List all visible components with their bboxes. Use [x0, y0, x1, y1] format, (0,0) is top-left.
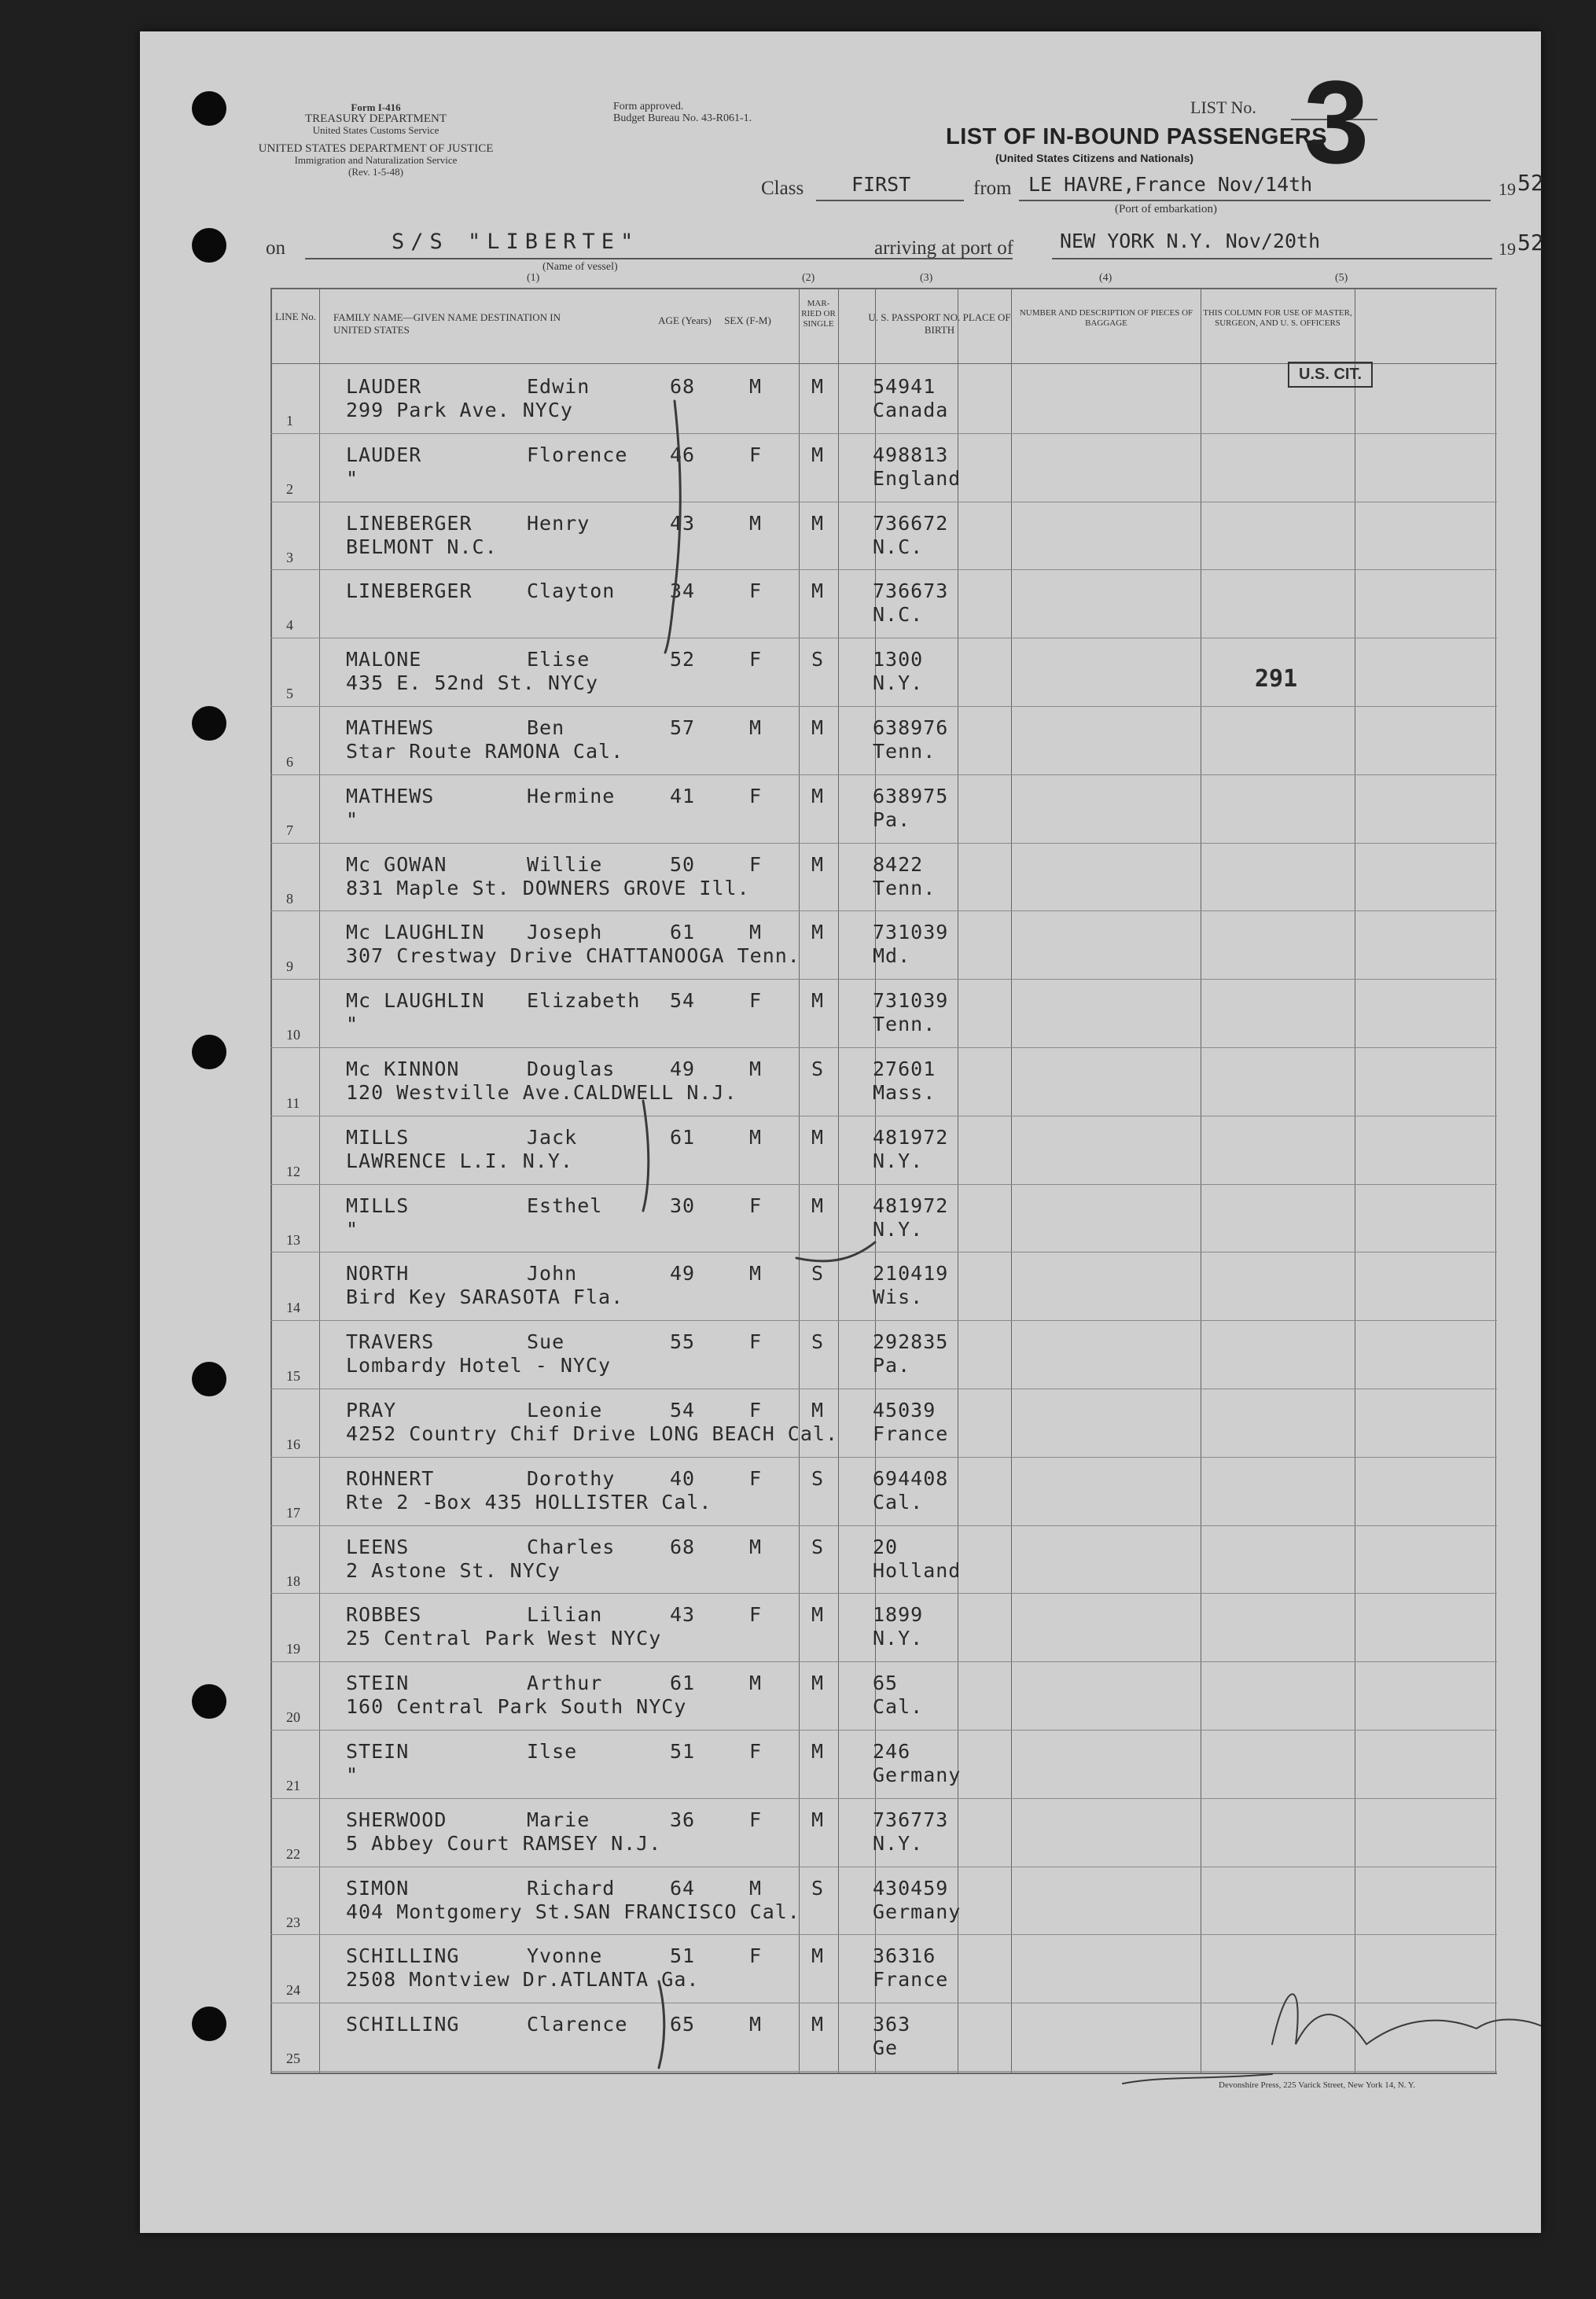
family-name: MILLS — [346, 1194, 410, 1217]
age: 46 — [670, 443, 696, 466]
place-of-birth: N.Y. — [873, 1217, 924, 1241]
destination: 307 Crestway Drive CHATTANOOGA Tenn. — [346, 944, 800, 968]
sex: F — [749, 648, 763, 671]
line-number: 8 — [286, 890, 293, 907]
annotation-291: 291 — [1255, 665, 1298, 693]
family-name: PRAY — [346, 1399, 397, 1422]
place-of-birth: Tenn. — [873, 876, 936, 899]
sex: M — [749, 2013, 763, 2036]
place-of-birth: Holland — [873, 1558, 962, 1582]
line-number: 19 — [286, 1641, 300, 1657]
given-name: Ilse — [527, 1740, 578, 1763]
family-name: MILLS — [346, 1125, 410, 1149]
marital-status: M — [811, 716, 825, 739]
header-baggage: NUMBER AND DESCRIPTION OF PIECES OF BAGGAGE — [1019, 308, 1193, 328]
age: 54 — [670, 989, 696, 1013]
place-of-birth: Md. — [873, 944, 911, 968]
passport-number: 481972 — [873, 1125, 949, 1149]
pen-check-3 — [659, 1981, 664, 2068]
port-embark-label: (Port of embarkation) — [1115, 203, 1217, 215]
line-number: 4 — [286, 617, 293, 634]
on-label: on — [266, 237, 285, 259]
given-name: Leonie — [527, 1399, 603, 1422]
given-name: John — [527, 1262, 578, 1286]
line-number: 24 — [286, 1982, 300, 1999]
destination: 160 Central Park South NYCy — [346, 1695, 687, 1719]
handwritten-marks — [140, 31, 1541, 2233]
passport-number: 694408 — [873, 1466, 949, 1490]
arriving-label: arriving at port of — [874, 237, 1014, 259]
marital-status: M — [811, 579, 825, 603]
destination: " — [346, 1013, 359, 1036]
given-name: Henry — [527, 511, 590, 535]
given-name: Edwin — [527, 375, 590, 398]
given-name: Ben — [527, 716, 565, 739]
pen-check-4 — [796, 1242, 875, 1261]
sex: F — [749, 1194, 763, 1217]
destination: Star Route RAMONA Cal. — [346, 740, 624, 763]
line-number: 3 — [286, 549, 293, 565]
binder-hole — [192, 1684, 226, 1719]
place-of-birth: Wis. — [873, 1286, 924, 1309]
list-title: LIST OF IN-BOUND PASSENGERS — [946, 124, 1328, 149]
marital-status: S — [811, 1535, 825, 1558]
family-name: LEENS — [346, 1535, 410, 1558]
age: 43 — [670, 1603, 696, 1627]
place-of-birth: N.Y. — [873, 1627, 924, 1650]
year-2: 52 — [1517, 230, 1544, 256]
marital-status: M — [811, 1944, 825, 1968]
year-prefix-1: 19 — [1499, 179, 1516, 199]
col-num-5: (5) — [1335, 272, 1348, 284]
line-number: 13 — [286, 1231, 300, 1248]
pen-check-1 — [665, 401, 680, 653]
age: 64 — [670, 1876, 696, 1900]
passport-number: 1899 — [873, 1603, 924, 1627]
passport-number: 36316 — [873, 1944, 936, 1968]
passport-number: 210419 — [873, 1262, 949, 1286]
class-label: Class — [761, 178, 804, 199]
family-name: SHERWOOD — [346, 1808, 447, 1831]
line-number: 5 — [286, 686, 293, 702]
age: 68 — [670, 375, 696, 398]
given-name: Yvonne — [527, 1944, 603, 1968]
family-name: LINEBERGER — [346, 511, 473, 535]
family-name: NORTH — [346, 1262, 410, 1286]
sex: M — [749, 1125, 763, 1149]
sex: M — [749, 1262, 763, 1286]
marital-status: S — [811, 1262, 825, 1286]
place-of-birth: Ge — [873, 2036, 899, 2060]
col-num-4: (4) — [1099, 272, 1112, 284]
col-num-3: (3) — [920, 272, 933, 284]
place-of-birth: France — [873, 1422, 949, 1445]
family-name: MATHEWS — [346, 784, 435, 807]
marital-status: M — [811, 375, 825, 398]
sex: F — [749, 989, 763, 1013]
place-of-birth: N.Y. — [873, 671, 924, 695]
sex: M — [749, 716, 763, 739]
given-name: Elise — [527, 648, 590, 671]
family-name: ROHNERT — [346, 1466, 435, 1490]
sex: F — [749, 1399, 763, 1422]
destination: LAWRENCE L.I. N.Y. — [346, 1149, 573, 1172]
binder-hole — [192, 1035, 226, 1069]
family-name: MATHEWS — [346, 716, 435, 739]
line-number: 18 — [286, 1573, 300, 1589]
place-of-birth: Canada — [873, 399, 949, 421]
passport-number: 498813 — [873, 443, 949, 466]
sex: M — [749, 1672, 763, 1695]
marital-status: M — [811, 921, 825, 944]
destination: 831 Maple St. DOWNERS GROVE Ill. — [346, 876, 750, 899]
sex: F — [749, 1740, 763, 1763]
list-number: 3 — [1304, 56, 1370, 188]
binder-hole — [192, 2007, 226, 2041]
destination: 299 Park Ave. NYCy — [346, 399, 573, 421]
passport-number: 20 — [873, 1535, 899, 1558]
passport-number: 731039 — [873, 989, 949, 1013]
given-name: Willie — [527, 852, 603, 876]
destination: " — [346, 1217, 359, 1241]
marital-status: M — [811, 443, 825, 466]
header-officers: THIS COLUMN FOR USE OF MASTER, SURGEON, AND U. S. OFFICERS — [1203, 308, 1352, 328]
marital-status: M — [811, 784, 825, 807]
header-age: AGE (Years) — [658, 315, 712, 326]
sex: M — [749, 921, 763, 944]
place-of-birth: N.C. — [873, 535, 924, 558]
place-of-birth: Germany — [873, 1900, 962, 1923]
age: 40 — [670, 1466, 696, 1490]
passport-number: 246 — [873, 1740, 911, 1763]
sex: F — [749, 852, 763, 876]
age: 61 — [670, 921, 696, 944]
place-of-birth: Tenn. — [873, 740, 936, 763]
family-name: SIMON — [346, 1876, 410, 1900]
given-name: Richard — [527, 1876, 616, 1900]
family-name: TRAVERS — [346, 1330, 435, 1354]
marital-status: S — [811, 1466, 825, 1490]
arriving-value: NEW YORK N.Y. Nov/20th — [1060, 230, 1321, 252]
destination: 5 Abbey Court RAMSEY N.J. — [346, 1831, 662, 1855]
sex: F — [749, 1944, 763, 1968]
header-sex: SEX (F-M) — [724, 315, 771, 326]
family-name: LAUDER — [346, 443, 422, 466]
family-name: Mc KINNON — [346, 1058, 460, 1080]
line-number: 2 — [286, 480, 293, 497]
line-number: 20 — [286, 1709, 300, 1726]
list-subtitle: (United States Citizens and Nationals) — [995, 152, 1194, 164]
passport-number: 736673 — [873, 579, 949, 603]
line-number: 11 — [286, 1095, 300, 1111]
place-of-birth: Tenn. — [873, 1013, 936, 1036]
place-of-birth: N.C. — [873, 603, 924, 627]
marital-status: M — [811, 1740, 825, 1763]
binder-hole — [192, 91, 226, 126]
family-name: ROBBES — [346, 1603, 422, 1627]
destination: 4252 Country Chif Drive LONG BEACH Cal. — [346, 1422, 838, 1445]
given-name: Esthel — [527, 1194, 603, 1217]
place-of-birth: Pa. — [873, 807, 911, 831]
form-approved: Form approved. — [613, 101, 684, 112]
age: 54 — [670, 1399, 696, 1422]
revision: (Rev. 1-5-48) — [348, 166, 403, 178]
marital-status: M — [811, 1194, 825, 1217]
family-name: LINEBERGER — [346, 579, 473, 603]
year-1: 52 — [1517, 170, 1544, 196]
sex: F — [749, 784, 763, 807]
passport-number: 481972 — [873, 1194, 949, 1217]
marital-status: S — [811, 1876, 825, 1900]
sex: M — [749, 375, 763, 398]
age: 65 — [670, 2013, 696, 2036]
destination: Bird Key SARASOTA Fla. — [346, 1286, 624, 1309]
header-line-no: LINE No. — [275, 311, 316, 322]
year-prefix-2: 19 — [1499, 239, 1516, 259]
family-name: Mc LAUGHLIN — [346, 989, 485, 1013]
passport-number: 65 — [873, 1672, 899, 1695]
family-name: Mc LAUGHLIN — [346, 921, 485, 944]
form-number: Form I-416 — [351, 101, 401, 113]
passport-number: 1300 — [873, 648, 924, 671]
destination: 435 E. 52nd St. NYCy — [346, 671, 599, 695]
destination: 25 Central Park West NYCy — [346, 1627, 662, 1650]
header-married: MAR-RIED OR SINGLE — [801, 299, 836, 329]
marital-status: M — [811, 1672, 825, 1695]
family-name: LAUDER — [346, 375, 422, 398]
line-number: 17 — [286, 1504, 300, 1521]
from-value: LE HAVRE,France Nov/14th — [1028, 173, 1313, 196]
passport-number: 736672 — [873, 511, 949, 535]
marital-status: M — [811, 1603, 825, 1627]
line-number: 23 — [286, 1914, 300, 1930]
family-name: SCHILLING — [346, 1944, 460, 1968]
destination: BELMONT N.C. — [346, 535, 498, 558]
place-of-birth: Mass. — [873, 1081, 936, 1104]
pen-signature — [1272, 1994, 1541, 2044]
given-name: Douglas — [527, 1058, 616, 1080]
given-name: Jack — [527, 1125, 578, 1149]
marital-status: M — [811, 511, 825, 535]
marital-status: S — [811, 648, 825, 671]
family-name: MALONE — [346, 648, 422, 671]
place-of-birth: Cal. — [873, 1695, 924, 1719]
age: 50 — [670, 852, 696, 876]
place-of-birth: Germany — [873, 1764, 962, 1786]
destination: " — [346, 807, 359, 831]
family-name: STEIN — [346, 1740, 410, 1763]
passport-number: 54941 — [873, 375, 936, 398]
line-number: 9 — [286, 958, 293, 975]
marital-status: M — [811, 1399, 825, 1422]
given-name: Clarence — [527, 2013, 628, 2036]
vessel-name: S/S "LIBERTE" — [392, 230, 640, 254]
passport-number: 638975 — [873, 784, 949, 807]
printer-credit: Devonshire Press, 225 Varick Street, New York 14, N. Y. — [1219, 2080, 1416, 2090]
passport-number: 638976 — [873, 716, 949, 739]
line-number: 10 — [286, 1027, 300, 1043]
line-number: 7 — [286, 822, 293, 838]
sex: F — [749, 1808, 763, 1831]
age: 51 — [670, 1740, 696, 1763]
age: 36 — [670, 1808, 696, 1831]
passport-number: 363 — [873, 2013, 911, 2036]
marital-status: M — [811, 1808, 825, 1831]
destination: Rte 2 -Box 435 HOLLISTER Cal. — [346, 1490, 712, 1514]
given-name: Arthur — [527, 1672, 603, 1695]
given-name: Dorothy — [527, 1466, 616, 1490]
age: 49 — [670, 1262, 696, 1286]
age: 43 — [670, 511, 696, 535]
ins: Immigration and Naturalization Service — [294, 154, 458, 166]
pen-check-2 — [643, 1101, 649, 1211]
class-value: FIRST — [851, 173, 911, 196]
destination: Lombardy Hotel - NYCy — [346, 1354, 612, 1378]
line-number: 1 — [286, 413, 293, 429]
sex: M — [749, 1058, 763, 1080]
sex: M — [749, 1876, 763, 1900]
destination: 2508 Montview Dr.ATLANTA Ga. — [346, 1968, 700, 1992]
line-number: 6 — [286, 754, 293, 770]
marital-status: M — [811, 1125, 825, 1149]
customs-service: United States Customs Service — [312, 124, 439, 136]
given-name: Marie — [527, 1808, 590, 1831]
age: 57 — [670, 716, 696, 739]
line-number: 25 — [286, 2051, 300, 2067]
sex: M — [749, 1535, 763, 1558]
manifest-sheet — [140, 31, 1544, 2233]
from-label: from — [973, 178, 1012, 199]
given-name: Elizabeth — [527, 989, 641, 1013]
sex: F — [749, 579, 763, 603]
age: 41 — [670, 784, 696, 807]
marital-status: S — [811, 1330, 825, 1354]
sex: F — [749, 1330, 763, 1354]
passport-number: 292835 — [873, 1330, 949, 1354]
line-number: 15 — [286, 1368, 300, 1385]
destination: " — [346, 1764, 359, 1786]
destination: 2 Astone St. NYCy — [346, 1558, 561, 1582]
sex: F — [749, 443, 763, 466]
col-num-2: (2) — [802, 272, 815, 284]
family-name: STEIN — [346, 1672, 410, 1695]
family-name: Mc GOWAN — [346, 852, 447, 876]
age: 61 — [670, 1672, 696, 1695]
vessel-label: (Name of vessel) — [542, 261, 618, 273]
marital-status: M — [811, 989, 825, 1013]
sex: M — [749, 511, 763, 535]
age: 30 — [670, 1194, 696, 1217]
age: 68 — [670, 1535, 696, 1558]
family-name: SCHILLING — [346, 2013, 460, 2036]
sex: F — [749, 1603, 763, 1627]
given-name: Clayton — [527, 579, 616, 603]
line-number: 14 — [286, 1300, 300, 1316]
age: 51 — [670, 1944, 696, 1968]
passport-number: 8422 — [873, 852, 924, 876]
given-name: Hermine — [527, 784, 616, 807]
place-of-birth: N.Y. — [873, 1149, 924, 1172]
line-number: 12 — [286, 1163, 300, 1179]
us-citizen-stamp: U.S. CIT. — [1288, 362, 1373, 388]
marital-status: S — [811, 1058, 825, 1080]
age: 61 — [670, 1125, 696, 1149]
place-of-birth: Pa. — [873, 1354, 911, 1378]
destination: " — [346, 466, 359, 490]
line-number: 22 — [286, 1845, 300, 1862]
binder-hole — [192, 706, 226, 741]
passport-number: 731039 — [873, 921, 949, 944]
sex: F — [749, 1466, 763, 1490]
place-of-birth: France — [873, 1968, 949, 1992]
header-name: FAMILY NAME—GIVEN NAME DESTINATION IN UNITED STATES — [333, 311, 561, 336]
list-label: LIST No. — [1190, 97, 1256, 117]
age: 34 — [670, 579, 696, 603]
budget-bureau: Budget Bureau No. 43-R061-1. — [613, 112, 752, 124]
given-name: Florence — [527, 443, 628, 466]
line-number: 21 — [286, 1778, 300, 1793]
given-name: Sue — [527, 1330, 565, 1354]
given-name: Joseph — [527, 921, 603, 944]
destination: 404 Montgomery St.SAN FRANCISCO Cal. — [346, 1900, 800, 1923]
given-name: Charles — [527, 1535, 616, 1558]
passport-number: 27601 — [873, 1058, 936, 1080]
age: 52 — [670, 648, 696, 671]
passport-number: 736773 — [873, 1808, 949, 1831]
destination: 120 Westville Ave.CALDWELL N.J. — [346, 1081, 737, 1104]
age: 55 — [670, 1330, 696, 1354]
passport-number: 45039 — [873, 1399, 936, 1422]
pen-note — [1123, 2074, 1272, 2084]
header-passport: U. S. PASSPORT NO. PLACE OF BIRTH — [868, 311, 1011, 336]
passport-number: 430459 — [873, 1876, 949, 1900]
doj: UNITED STATES DEPARTMENT OF JUSTICE — [258, 142, 494, 155]
place-of-birth: Cal. — [873, 1490, 924, 1514]
col-num-1: (1) — [527, 272, 540, 284]
place-of-birth: N.Y. — [873, 1831, 924, 1855]
place-of-birth: England — [873, 466, 962, 490]
binder-hole — [192, 228, 226, 263]
line-number: 16 — [286, 1436, 300, 1452]
given-name: Lilian — [527, 1603, 603, 1627]
age: 49 — [670, 1058, 696, 1080]
marital-status: M — [811, 852, 825, 876]
binder-hole — [192, 1362, 226, 1396]
treasury-dept: TREASURY DEPARTMENT — [304, 112, 447, 125]
marital-status: M — [811, 2013, 825, 2036]
